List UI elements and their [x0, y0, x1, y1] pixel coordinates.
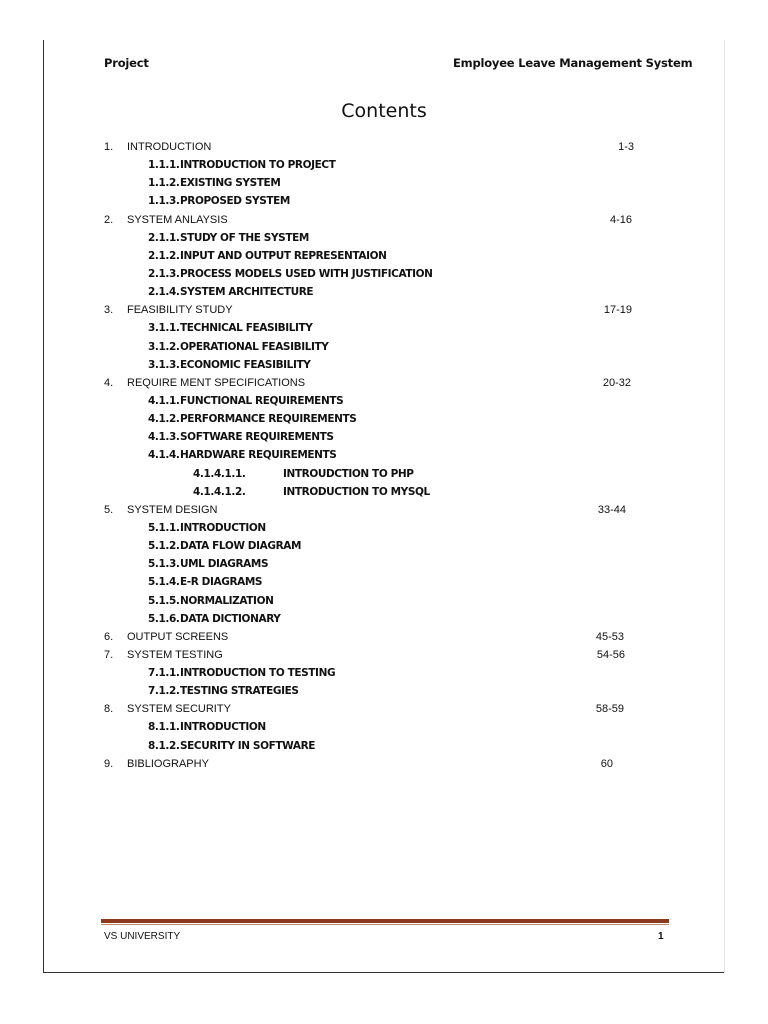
header-project-label: Project [104, 56, 149, 70]
toc-title: HARDWARE REQUIREMENTS [180, 449, 337, 462]
toc-subsection-row [0, 338, 768, 356]
toc-number: 3.1.1. [148, 322, 180, 335]
toc-title: SYSTEM DESIGN [127, 503, 218, 516]
toc-section-row [0, 501, 768, 519]
toc-subsection-row [0, 265, 768, 283]
toc-title: SYSTEM ANLAYSIS [127, 213, 228, 226]
toc-subsection-row [0, 519, 768, 537]
toc-title: DATA DICTIONARY [180, 612, 281, 625]
toc-subsection-row [0, 283, 768, 301]
toc-section-row [0, 700, 768, 718]
toc-number: 4.1.3. [148, 431, 180, 444]
toc-number: 8.1.2. [148, 739, 180, 752]
toc-number: 7.1.1. [148, 667, 180, 680]
toc-subsection-row [0, 610, 768, 628]
toc-subsection-row [0, 319, 768, 337]
toc-title: E-R DIAGRAMS [180, 576, 263, 589]
toc-section-row [0, 755, 768, 773]
footer-rule-thin [101, 924, 669, 925]
toc-page-range: 4-16 [609, 213, 632, 226]
toc-title: INTROUDCTION TO PHP [283, 467, 414, 480]
toc-title: FUNCTIONAL REQUIREMENTS [180, 394, 344, 407]
toc-title: INTRODUCTION [127, 141, 212, 153]
toc-number: 7.1.2. [148, 685, 180, 698]
toc-number: 4.1.2. [148, 413, 180, 426]
toc-subsection-row [0, 555, 768, 573]
toc-number: 7. [104, 648, 114, 661]
toc-title: INTRODUCTION TO TESTING [180, 667, 336, 680]
toc-title: DATA FLOW DIAGRAM [180, 540, 302, 553]
toc-subsection-row [0, 592, 768, 610]
toc-subsection-row [0, 156, 768, 174]
toc-section-row [0, 628, 768, 646]
toc-number: 2.1.3. [148, 267, 180, 280]
toc-title: INTRODUCTION [180, 521, 266, 534]
toc-number: 4.1.4.1.1. [193, 467, 246, 480]
toc-number: 1.1.3. [148, 195, 180, 208]
toc-number: 2.1.4. [148, 286, 180, 299]
toc-title: SYSTEM SECURITY [127, 703, 231, 716]
toc-title: TESTING STRATEGIES [180, 685, 299, 698]
toc-title: PERFORMANCE REQUIREMENTS [180, 413, 357, 426]
toc-section-row [0, 301, 768, 319]
toc-section-row [0, 646, 768, 664]
toc-subsection-row [0, 410, 768, 428]
toc-subsection-row [0, 247, 768, 265]
toc-number: 4. [104, 376, 114, 389]
toc-subsection-row [0, 682, 768, 700]
toc-number: 5. [104, 503, 114, 516]
toc-subsection-row [0, 718, 768, 736]
toc-page-range: 17-19 [603, 304, 632, 317]
toc-subsection-row [0, 664, 768, 682]
toc-subsection-row [0, 737, 768, 755]
toc-number: 2.1.1. [148, 231, 180, 244]
toc-title: REQUIRE MENT SPECIFICATIONS [127, 376, 306, 389]
toc-page-range: 54-56 [596, 648, 625, 661]
toc-subsubsection-row [0, 465, 768, 483]
toc-subsection-row [0, 229, 768, 247]
toc-number: 3.1.2. [148, 340, 180, 353]
toc-subsection-row [0, 446, 768, 464]
contents-title: Contents [341, 100, 427, 122]
toc-page-range: 1-3 [618, 141, 634, 153]
toc-title: SYSTEM TESTING [127, 648, 223, 661]
header-document-title: Employee Leave Management System [453, 56, 693, 70]
toc-page-range: 45-53 [595, 630, 624, 643]
toc-page-range: 58-59 [595, 703, 624, 716]
toc-title: PROCESS MODELS USED WITH JUSTIFICATION [180, 267, 433, 280]
toc-subsubsection-row [0, 483, 768, 501]
toc-page-range: 20-32 [602, 376, 631, 389]
toc-title: SYSTEM ARCHITECTURE [180, 286, 314, 299]
toc-subsection-row [0, 428, 768, 446]
toc-number: 5.1.2. [148, 540, 180, 553]
toc-number: 2.1.2. [148, 249, 180, 262]
toc-title: STUDY OF THE SYSTEM [180, 231, 309, 244]
toc-page-range: 33-44 [597, 503, 626, 516]
toc-number: 4.1.4.1.2. [193, 485, 246, 498]
toc-page-range: 60 [600, 757, 613, 770]
toc-title: ECONOMIC FEASIBILITY [180, 358, 311, 371]
toc-number: 1. [104, 141, 114, 153]
toc-number: 8. [104, 703, 114, 716]
toc-subsection-row [0, 174, 768, 192]
toc-number: 4.1.1. [148, 394, 180, 407]
toc-number: 6. [104, 630, 114, 643]
toc-title: EXISTING SYSTEM [180, 177, 281, 190]
toc-number: 3.1.3. [148, 358, 180, 371]
toc-title: OPERATIONAL FEASIBILITY [180, 340, 329, 353]
toc-number: 8.1.1. [148, 721, 180, 734]
toc-section-row [0, 374, 768, 392]
toc-number: 5.1.3. [148, 558, 180, 571]
toc-title: INTRODUCTION [180, 721, 266, 734]
toc-title: INTRODUCTION TO PROJECT [180, 159, 336, 172]
toc-title: INPUT AND OUTPUT REPRESENTAION [180, 249, 387, 262]
toc-number: 5.1.6. [148, 612, 180, 625]
toc-number: 1.1.1. [148, 159, 180, 172]
toc-number: 5.1.1. [148, 521, 180, 534]
toc-title: PROPOSED SYSTEM [180, 195, 290, 208]
toc-number: 5.1.5. [148, 594, 180, 607]
toc-number: 2. [104, 213, 114, 226]
toc-title: SOFTWARE REQUIREMENTS [180, 431, 334, 444]
toc-subsection-row [0, 392, 768, 410]
footer-university: VS UNIVERSITY [104, 931, 181, 942]
toc-number: 1.1.2. [148, 177, 180, 190]
toc-subsection-row [0, 573, 768, 591]
toc-number: 4.1.4. [148, 449, 180, 462]
toc-title: TECHNICAL FEASIBILITY [180, 322, 313, 335]
toc-section-row [0, 138, 768, 156]
toc-title: NORMALIZATION [180, 594, 274, 607]
toc-subsection-row [0, 356, 768, 374]
toc-number: 9. [104, 757, 114, 770]
footer-page-number: 1 [658, 931, 664, 942]
toc-number: 5.1.4. [148, 576, 180, 589]
toc-title: FEASIBILITY STUDY [127, 304, 233, 317]
toc-number: 3. [104, 304, 114, 317]
toc-title: BIBLIOGRAPHY [127, 757, 209, 770]
toc-section-row [0, 211, 768, 229]
toc-subsection-row [0, 192, 768, 210]
toc-title: UML DIAGRAMS [180, 558, 269, 571]
toc-title: SECURITY IN SOFTWARE [180, 739, 316, 752]
toc-title: INTRODUCTION TO MYSQL [283, 485, 430, 498]
toc-title: OUTPUT SCREENS [127, 630, 229, 643]
toc-subsection-row [0, 537, 768, 555]
footer-rule [101, 919, 669, 923]
